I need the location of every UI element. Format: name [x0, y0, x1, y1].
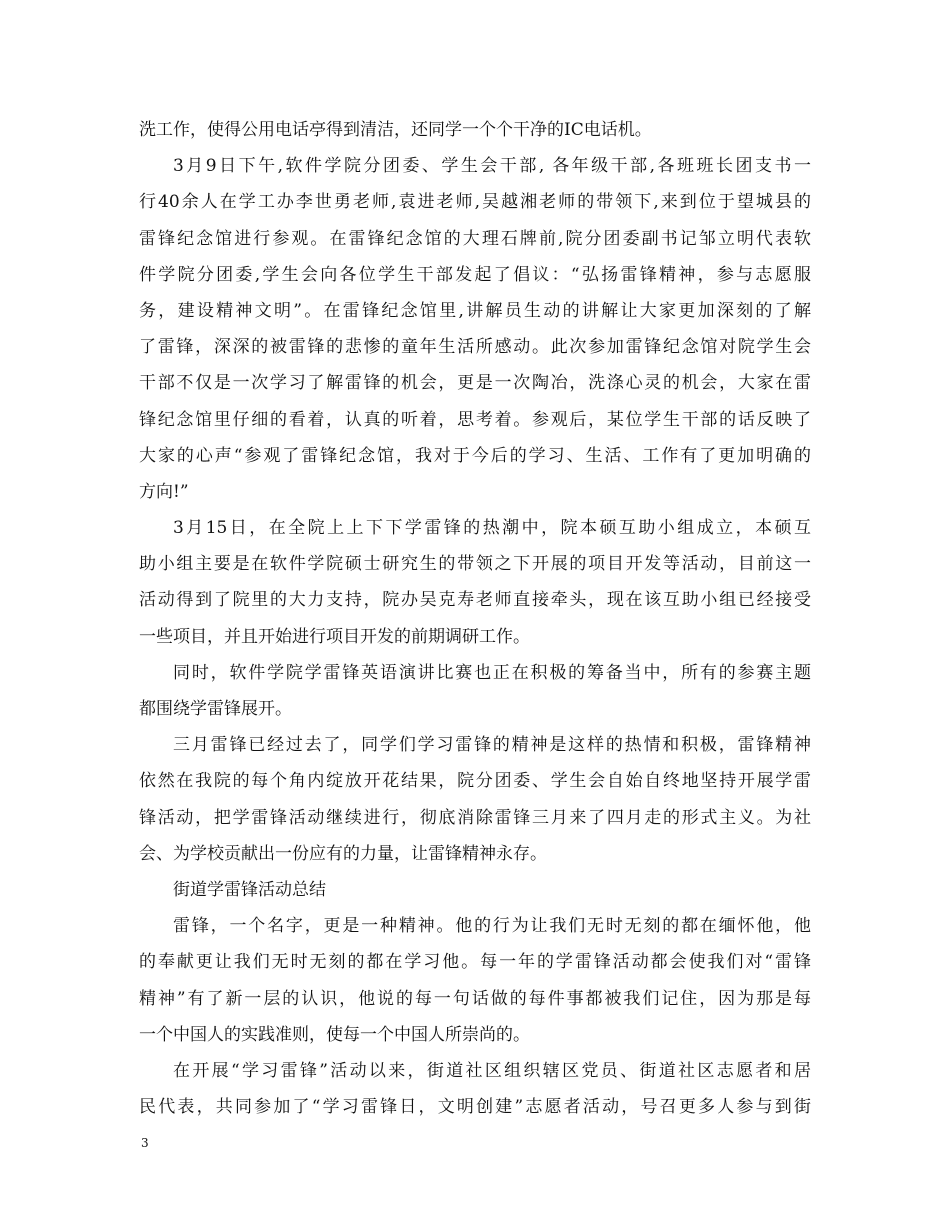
page-number: 3 — [141, 1136, 149, 1150]
text-line: 锋纪念馆里仔细的看着，认真的听着，思考着。参观后，某位学生干部的话反映了 — [139, 409, 811, 430]
text-line: 方向!” — [139, 481, 189, 502]
text-line: 民代表，共同参加了“学习雷锋日，文明创建”志愿者活动，号召更多人参与到街 — [139, 1097, 811, 1118]
text-line: 助小组主要是在软件学院硕士研究生的带领之下开展的项目开发等活动，目前这一 — [139, 554, 811, 575]
text-line: 3月9日下午,软件学院分团委、学生会干部, 各年级干部,各班班长团支书一 — [173, 156, 811, 177]
text-line: 件学院分团委,学生会向各位学生干部发起了倡议：“弘扬雷锋精神，参与志愿服 — [139, 264, 811, 285]
text-line: 精神”有了新一层的认识，他说的每一句话做的每件事都被我们记住，因为那是每 — [139, 988, 811, 1009]
text-line: 在开展“学习雷锋”活动以来，街道社区组织辖区党员、街道社区志愿者和居 — [173, 1060, 811, 1081]
text-line: 大家的心声“参观了雷锋纪念馆，我对于今后的学习、生活、工作有了更加明确的 — [139, 445, 811, 466]
text-line: 同时，软件学院学雷锋英语演讲比赛也正在积极的筹备当中，所有的参赛主题 — [173, 662, 811, 683]
text-line: 都围绕学雷锋展开。 — [139, 699, 292, 719]
text-line: 街道学雷锋活动总结 — [173, 879, 326, 900]
text-line: 依然在我院的每个角内绽放开花结果，院分团委、学生会自始自终地坚持开展学雷 — [139, 771, 811, 792]
text-line: 了雷锋，深深的被雷锋的悲惨的童年生活所感动。此次参加雷锋纪念馆对院学生会 — [139, 337, 811, 358]
text-line: 的奉献更让我们无时无刻的都在学习他。每一年的学雷锋活动都会使我们对“雷锋 — [139, 952, 811, 973]
text-line: 务，建设精神文明”。在雷锋纪念馆里,讲解员生动的讲解让大家更加深刻的了解 — [139, 300, 811, 321]
text-line: 雷锋纪念馆进行参观。在雷锋纪念馆的大理石牌前,院分团委副书记邹立明代表软 — [139, 228, 811, 249]
text-line: 一些项目，并且开始进行项目开发的前期调研工作。 — [139, 626, 530, 647]
text-line: 雷锋，一个名字，更是一种精神。他的行为让我们无时无刻的都在缅怀他，他 — [173, 916, 811, 937]
text-line: 活动得到了院里的大力支持，院办吴克寿老师直接牵头，现在该互助小组已经接受 — [139, 590, 811, 611]
text-line: 洗工作，使得公用电话亭得到清洁，还同学一个个干净的IC电话机。 — [139, 120, 652, 140]
text-line: 三月雷锋已经过去了，同学们学习雷锋的精神是这样的热情和积极，雷锋精神 — [173, 735, 811, 756]
text-line: 会、为学校贡献出一份应有的力量，让雷锋精神永存。 — [139, 843, 547, 864]
text-line: 锋活动，把学雷锋活动继续进行，彻底消除雷锋三月来了四月走的形式主义。为社 — [139, 807, 811, 828]
body-text — [139, 112, 811, 1125]
text-line: 行40余人在学工办李世勇老师,袁进老师,吴越湘老师的带领下,来到位于望城县的 — [139, 192, 811, 213]
text-line: 干部不仅是一次学习了解雷锋的机会，更是一次陶冶，洗涤心灵的机会，大家在雷 — [139, 373, 811, 394]
text-line: 一个中国人的实践准则，使每一个中国人所崇尚的。 — [139, 1024, 530, 1045]
text-line: 3月15日，在全院上上下下学雷锋的热潮中，院本硕互助小组成立，本硕互 — [173, 518, 811, 539]
